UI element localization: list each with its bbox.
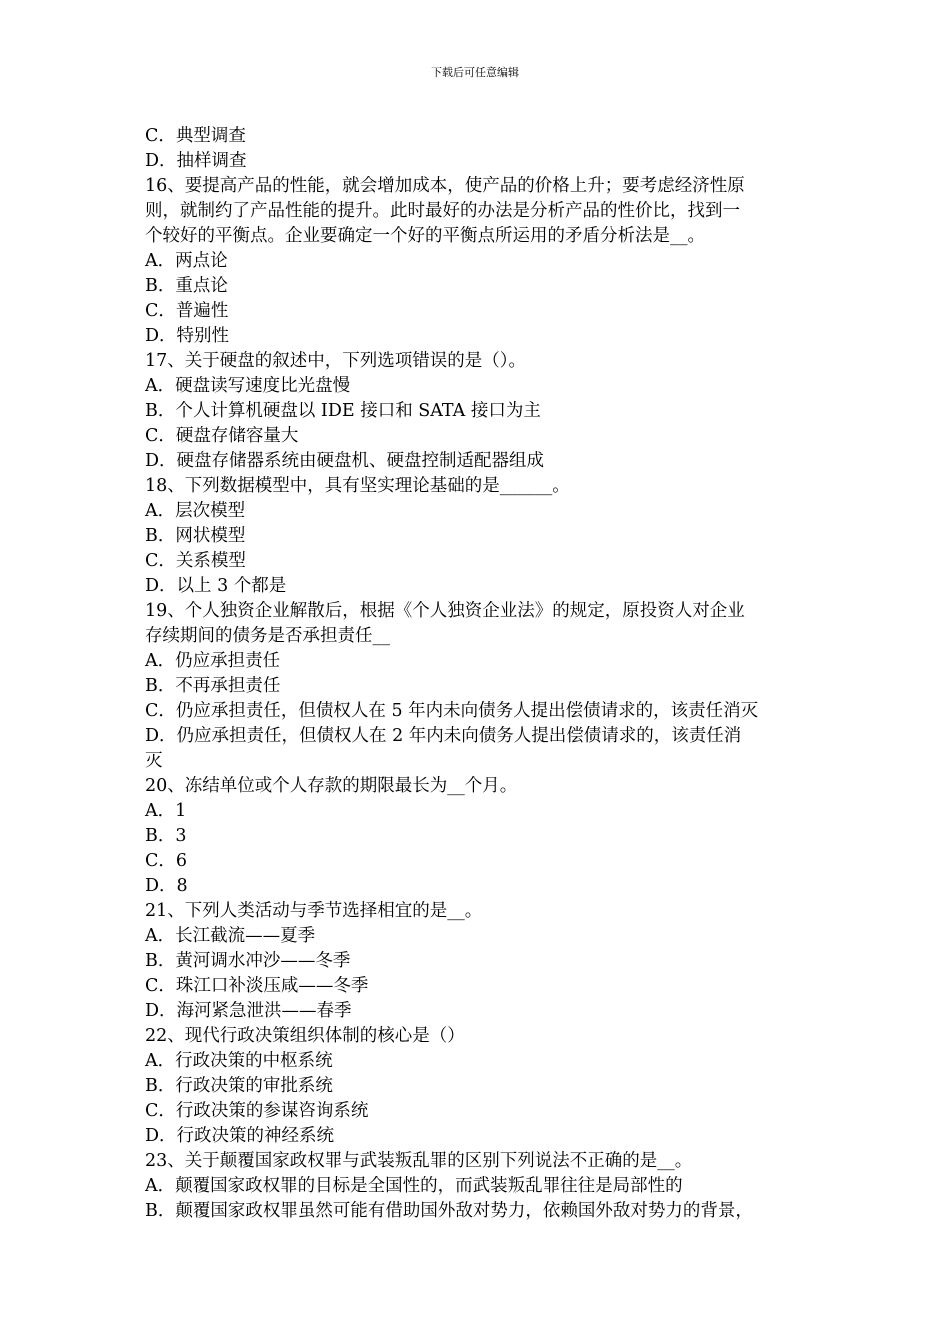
option-d-q20: D．8 [145, 876, 188, 896]
option-a-q16: A．两点论 [145, 251, 228, 271]
question-18: 18、下列数据模型中，具有坚实理论基础的是______。 [145, 476, 570, 496]
option-a-q18: A．层次模型 [145, 501, 246, 521]
page-header: 下载后可任意编辑 [431, 66, 519, 79]
question-16-cont: 个较好的平衡点。企业要确定一个好的平衡点所运用的矛盾分析法是__。 [145, 226, 705, 246]
question-17: 17、关于硬盘的叙述中，下列选项错误的是（）。 [145, 351, 527, 371]
option-b-q23: B．颠覆国家政权罪虽然可能有借助国外敌对势力，依赖国外敌对势力的背景， [145, 1201, 753, 1221]
question-22: 22、现代行政决策组织体制的核心是（） [145, 1026, 465, 1046]
document-body [145, 124, 825, 1224]
option-c-q16: C．普遍性 [145, 301, 229, 321]
option-b-q21: B．黄河调水冲沙——冬季 [145, 951, 351, 971]
option-d-q21: D．海河紧急泄洪——春季 [145, 1001, 352, 1021]
option-d-q16: D．特别性 [145, 326, 230, 346]
question-21: 21、下列人类活动与季节选择相宜的是__。 [145, 901, 483, 921]
option-c-q18: C．关系模型 [145, 551, 246, 571]
option-a-q17: A．硬盘读写速度比光盘慢 [145, 376, 351, 396]
question-16-cont: 则，就制约了产品性能的提升。此时最好的办法是分析产品的性价比，找到一 [145, 201, 740, 221]
option-b-q16: B．重点论 [145, 276, 228, 296]
option-d-q22: D．行政决策的神经系统 [145, 1126, 335, 1146]
option-d-q19: D．仍应承担责任，但债权人在 2 年内未向债务人提出偿债请求的，该责任消 [145, 726, 742, 746]
option-c-q21: C．珠江口补淡压咸——冬季 [145, 976, 369, 996]
option-a-q21: A．长江截流——夏季 [145, 926, 316, 946]
question-19: 19、个人独资企业解散后，根据《个人独资企业法》的规定，原投资人对企业 [145, 601, 745, 621]
question-16: 16、要提高产品的性能，就会增加成本，使产品的价格上升；要考虑经济性原 [145, 176, 745, 196]
question-20: 20、冻结单位或个人存款的期限最长为__个月。 [145, 776, 518, 796]
option-a-q20: A．1 [145, 801, 187, 821]
question-19-cont: 存续期间的债务是否承担责任__ [145, 626, 390, 646]
option-b-q18: B．网状模型 [145, 526, 246, 546]
option-a-q22: A．行政决策的中枢系统 [145, 1051, 333, 1071]
option-c-q15: C．典型调查 [145, 126, 246, 146]
option-c-q20: C．6 [145, 851, 188, 871]
option-b-q20: B．3 [145, 826, 187, 846]
option-b-q19: B．不再承担责任 [145, 676, 281, 696]
option-b-q22: B．行政决策的审批系统 [145, 1076, 333, 1096]
option-d-q17: D．硬盘存储器系统由硬盘机、硬盘控制适配器组成 [145, 451, 545, 471]
option-c-q17: C．硬盘存储容量大 [145, 426, 299, 446]
option-c-q19: C．仍应承担责任，但债权人在 5 年内未向债务人提出偿债请求的，该责任消灭 [145, 701, 759, 721]
option-b-q17: B．个人计算机硬盘以 IDE 接口和 SATA 接口为主 [145, 401, 541, 421]
option-d-q18: D．以上 3 个都是 [145, 576, 287, 596]
option-d-q15: D．抽样调查 [145, 151, 247, 171]
option-d-q19-cont: 灭 [145, 751, 163, 771]
question-23: 23、关于颠覆国家政权罪与武装叛乱罪的区别下列说法不正确的是__。 [145, 1151, 693, 1171]
option-c-q22: C．行政决策的参谋咨询系统 [145, 1101, 369, 1121]
option-a-q23: A．颠覆国家政权罪的目标是全国性的，而武装叛乱罪往往是局部性的 [145, 1176, 683, 1196]
option-a-q19: A．仍应承担责任 [145, 651, 281, 671]
